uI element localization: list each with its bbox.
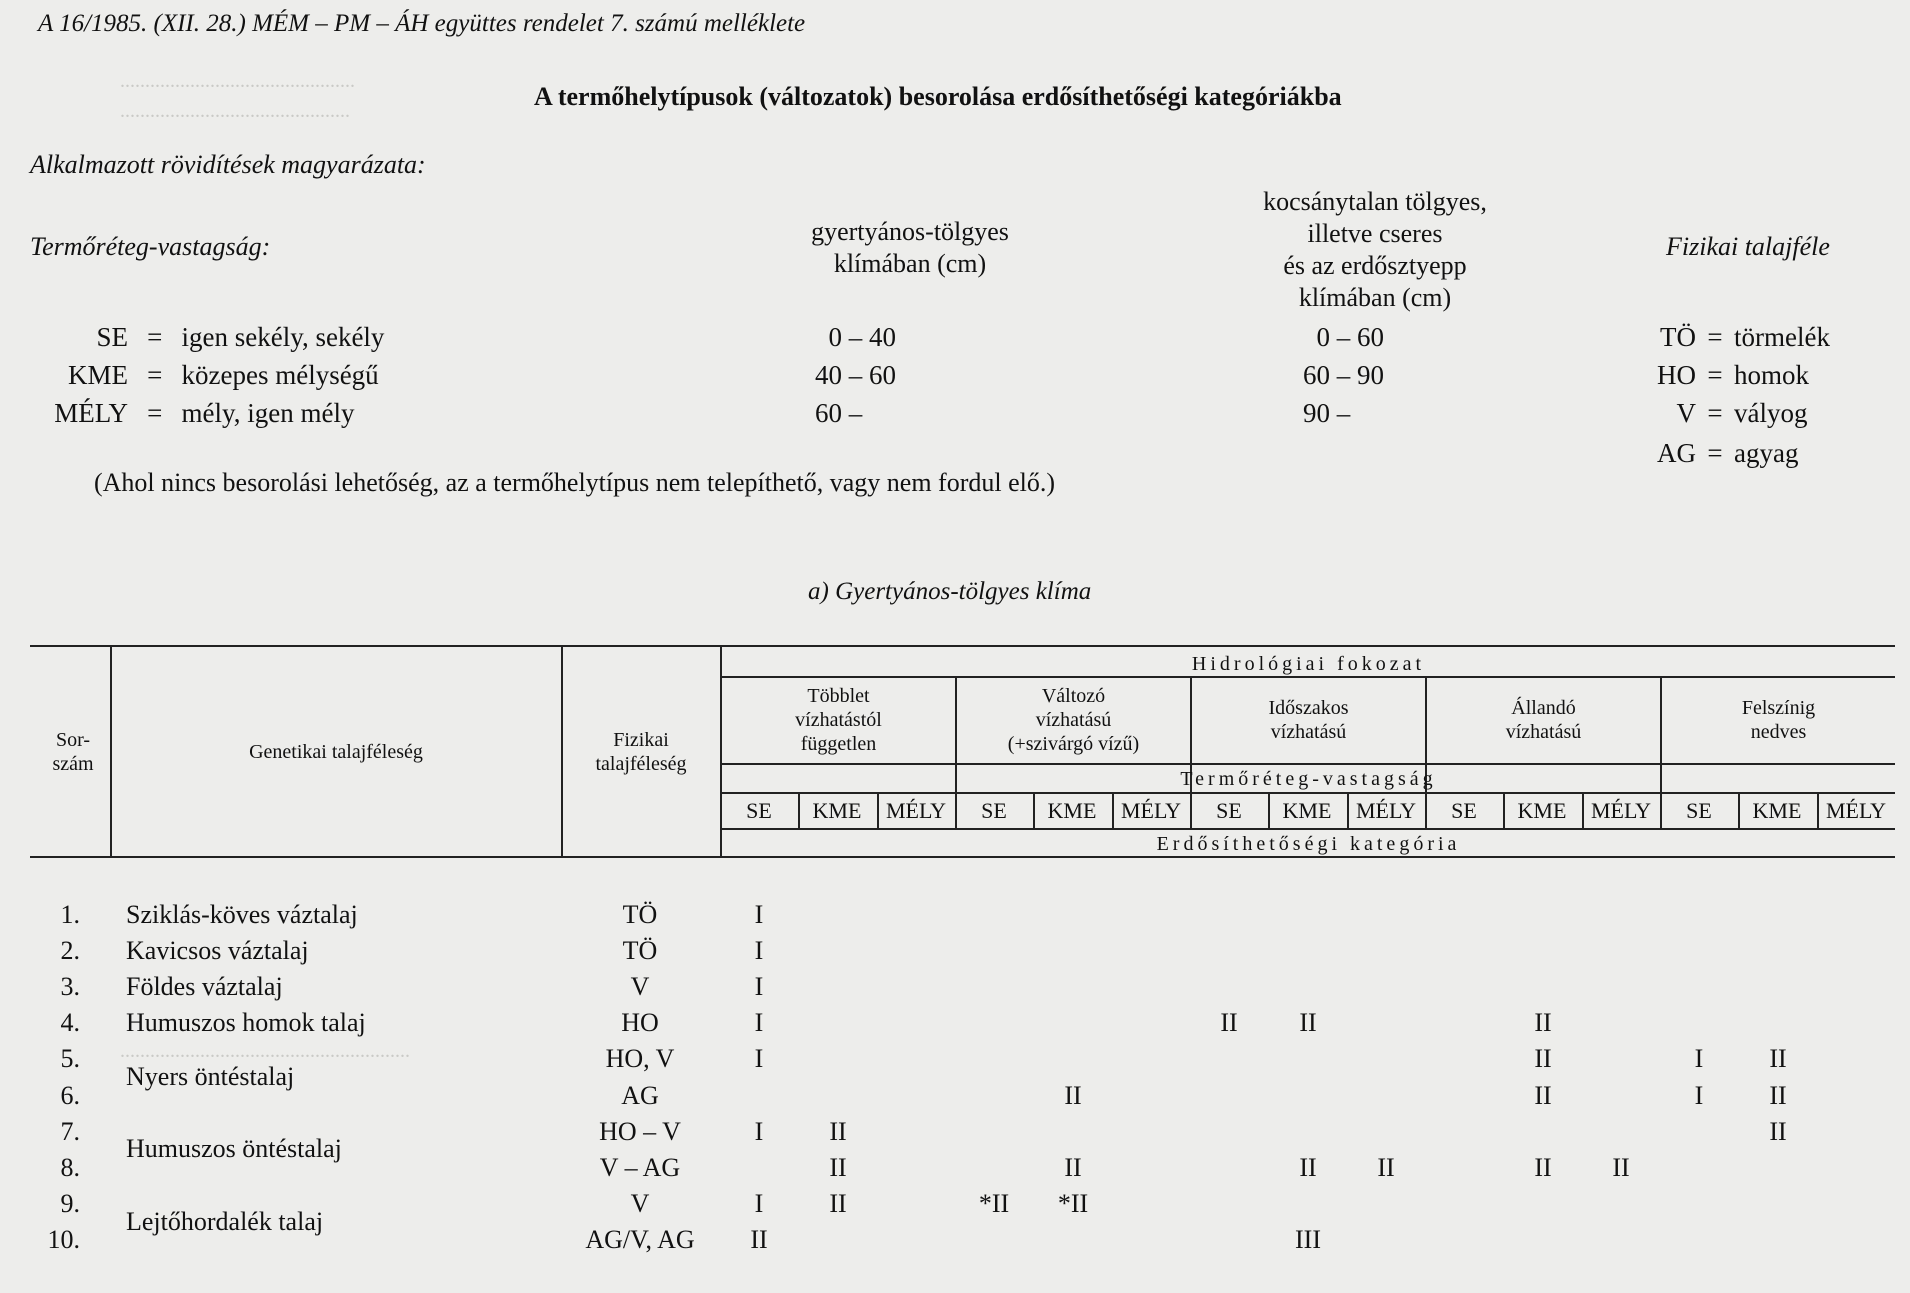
soil-row (1640, 394, 1808, 432)
depth-subcol-header: KME (1282, 798, 1332, 823)
depth-subcol-header: SE (1216, 798, 1242, 823)
category-cell: *II (978, 1189, 1010, 1218)
range-end: 90 (1357, 360, 1384, 390)
header-line: szám (52, 753, 94, 775)
category-cell: II (1534, 1081, 1552, 1110)
depth-range: 90 – (1278, 394, 1350, 432)
row-physical: HO – V (599, 1117, 681, 1146)
row-number: 2. (60, 936, 80, 965)
depth-range: 60 – (790, 394, 862, 432)
range-start: 60 (1303, 360, 1330, 390)
soil-abbr: AG (1657, 438, 1696, 468)
category-cell: II (1769, 1081, 1787, 1110)
depth-abbr: SE (96, 322, 128, 352)
bleed-through-text: ............................................... (120, 70, 355, 92)
depth-row (40, 394, 354, 432)
soil-desc: agyag (1734, 438, 1799, 468)
depth-subcol-header: MÉLY (1355, 798, 1417, 823)
hydro-group-header (1427, 696, 1660, 744)
col-header-physical (563, 728, 719, 776)
category-cell: I (754, 972, 764, 1001)
table-rule (720, 676, 1895, 678)
hydro-group-line: Állandó (1511, 697, 1576, 719)
row-physical: AG (621, 1081, 659, 1110)
category-cell: II (1064, 1153, 1082, 1182)
table-border (30, 645, 1895, 647)
merged-row-name: Humuszos öntéstalaj (126, 1134, 342, 1163)
category-cell: II (829, 1117, 847, 1146)
soil-abbr: TÖ (1660, 322, 1696, 352)
hydro-group-line: Változó (1041, 685, 1106, 707)
range-end: 40 (869, 322, 896, 352)
category-cell: II (1377, 1153, 1395, 1182)
range-start: 40 (815, 360, 842, 390)
hydro-group-line: vízhatású (1505, 721, 1582, 743)
hydro-group-line: Többlet (807, 685, 870, 707)
depth-subcol-header: KME (1752, 798, 1802, 823)
row-number: 9. (60, 1189, 80, 1218)
depth-subcol-header: SE (746, 798, 772, 823)
depth-range: 0 – 60 (1278, 318, 1384, 356)
hydro-header: Hidrológiai fokozat (1191, 653, 1426, 675)
category-cell: I (754, 1008, 764, 1037)
row-genetic-name: Földes váztalaj (126, 972, 283, 1001)
depth-subcol-header: MÉLY (1120, 798, 1182, 823)
row-number: 8. (60, 1153, 80, 1182)
equals-sign: = (147, 360, 163, 390)
bleed-through-text: .............................................. (120, 100, 350, 122)
hydro-group-header (1662, 696, 1895, 744)
category-cell: I (754, 1189, 764, 1218)
category-cell: II (1299, 1008, 1317, 1037)
category-cell: I (754, 936, 764, 965)
category-cell: II (1534, 1153, 1552, 1182)
category-header: Erdősíthetőségi kategória (1156, 833, 1461, 855)
category-cell: II (750, 1225, 768, 1254)
category-cell: II (1299, 1153, 1317, 1182)
equals-sign: = (1707, 438, 1723, 468)
equals-sign: = (1707, 360, 1723, 390)
hydro-group-header (957, 684, 1190, 756)
soil-row (1640, 318, 1830, 356)
note: (Ahol nincs besorolási lehetőség, az a termőhelytípus nem telepíthető, vagy nem fordul elő.) (94, 468, 1056, 497)
row-number: 10. (47, 1225, 80, 1254)
header-line: Fizikai (613, 729, 669, 751)
hydro-group-header (1192, 696, 1425, 744)
row-genetic-name: Sziklás-köves váztalaj (126, 900, 358, 929)
row-number: 5. (60, 1044, 80, 1073)
category-cell: II (829, 1189, 847, 1218)
soil-row (1640, 356, 1809, 394)
depth-col2-header (1195, 186, 1555, 314)
document-header: A 16/1985. (XII. 28.) MÉM – PM – ÁH együttes rendelet 7. számú melléklete (38, 10, 806, 37)
depth-subcol-header: MÉLY (885, 798, 947, 823)
category-cell: II (1769, 1117, 1787, 1146)
table-rule (720, 792, 1895, 794)
range-end: 60 (869, 360, 896, 390)
section-title: a) Gyertyános-tölgyes klíma (808, 578, 1092, 605)
row-number: 7. (60, 1117, 80, 1146)
depth-desc: közepes mélységű (181, 360, 379, 390)
hydro-group-line: (+szivárgó vízű) (1007, 733, 1140, 755)
depth-desc: mély, igen mély (181, 398, 355, 428)
hydro-group-line: nedves (1750, 721, 1807, 743)
soil-desc: törmelék (1734, 322, 1830, 352)
range-end: 60 (1357, 322, 1384, 352)
merged-row-name: Lejtőhordalék talaj (126, 1207, 324, 1236)
abbreviations-title: Alkalmazott rövidítések magyarázata: (30, 150, 426, 179)
category-cell: II (1769, 1044, 1787, 1073)
col-header-sorszam (38, 728, 108, 776)
depth-subcol-header: SE (981, 798, 1007, 823)
soil-label: Fizikai talajféle (1666, 232, 1830, 261)
depth-subcol-header: KME (812, 798, 862, 823)
category-cell: II (1064, 1081, 1082, 1110)
range-start: 0 (1316, 322, 1330, 352)
hydro-group-line: vízhatástól (795, 709, 882, 731)
hydro-group-line: független (800, 733, 877, 755)
hydro-group-header (722, 684, 955, 756)
row-physical: TÖ (622, 936, 658, 965)
soil-abbr: V (1676, 398, 1696, 428)
row-physical: HO, V (605, 1044, 675, 1073)
depth-label: Termőréteg-vastagság: (30, 232, 271, 261)
depth-abbr: MÉLY (54, 398, 128, 428)
depth-range: 60 – 90 (1278, 356, 1384, 394)
depth-abbr: KME (68, 360, 128, 390)
soil-row (1640, 434, 1798, 472)
depth-subcol-header: MÉLY (1590, 798, 1652, 823)
range-start: 60 (815, 398, 842, 428)
depth-subcol-header: KME (1517, 798, 1567, 823)
row-physical: AG/V, AG (585, 1225, 695, 1254)
category-cell: III (1295, 1225, 1321, 1254)
depth-row (40, 356, 379, 394)
hydro-group-line: vízhatású (1270, 721, 1347, 743)
equals-sign: = (147, 398, 163, 428)
category-cell: II (829, 1153, 847, 1182)
category-cell: II (1612, 1153, 1630, 1182)
page-title: A termőhelytípusok (változatok) besorolása erdősíthetőségi kategóriákba (534, 82, 1342, 111)
depth-row (40, 318, 384, 356)
category-cell: II (1534, 1044, 1552, 1073)
table-rule (720, 828, 1895, 830)
header-line: talajféleség (595, 753, 687, 775)
depth-subcol-header: KME (1047, 798, 1097, 823)
table-rule (720, 763, 1895, 765)
row-physical: V (630, 972, 650, 1001)
row-genetic-name: Humuszos homok talaj (126, 1008, 366, 1037)
row-number: 3. (60, 972, 80, 1001)
row-number: 1. (60, 900, 80, 929)
depth-subcol-header: SE (1451, 798, 1477, 823)
depth-col1-header (740, 216, 1080, 280)
row-physical: V (630, 1189, 650, 1218)
depth-header: Termőréteg-vastagság (1180, 768, 1437, 790)
equals-sign: = (1707, 322, 1723, 352)
depth-range: 0 – 40 (790, 318, 896, 356)
category-cell: I (1694, 1044, 1704, 1073)
row-physical: TÖ (622, 900, 658, 929)
category-cell: I (1694, 1081, 1704, 1110)
category-cell: I (754, 1117, 764, 1146)
row-genetic-name: Kavicsos váztalaj (126, 936, 309, 965)
equals-sign: = (1707, 398, 1723, 428)
soil-abbr: HO (1657, 360, 1696, 390)
depth-col2-header-line: és az erdősztyepp (1283, 251, 1467, 280)
depth-col2-header-line: illetve cseres (1307, 219, 1443, 248)
hydro-group-line: Felszínig (1741, 697, 1816, 719)
merged-row-name: Nyers öntéstalaj (126, 1062, 295, 1091)
range-start: 0 (828, 322, 842, 352)
depth-subcol-header: MÉLY (1825, 798, 1887, 823)
depth-col1-header-line: klímában (cm) (833, 249, 987, 278)
category-cell: I (754, 1044, 764, 1073)
bleed-through-text: .......................................................... (120, 1040, 410, 1062)
hydro-group-line: Időszakos (1268, 697, 1349, 719)
header-line: Sor- (55, 729, 91, 751)
depth-desc: igen sekély, sekély (181, 322, 385, 352)
category-cell: II (1534, 1008, 1552, 1037)
category-cell: I (754, 900, 764, 929)
row-physical: V – AG (599, 1153, 681, 1182)
depth-col1-header-line: gyertyános-tölgyes (811, 217, 1009, 246)
row-physical: HO (621, 1008, 659, 1037)
col-header-genetic: Genetikai talajféleség (249, 741, 423, 763)
hydro-group-line: vízhatású (1035, 709, 1112, 731)
soil-desc: vályog (1734, 398, 1808, 428)
row-number: 4. (60, 1008, 80, 1037)
depth-col2-header-line: klímában (cm) (1298, 283, 1452, 312)
depth-col2-header-line: kocsánytalan tölgyes, (1263, 187, 1487, 216)
range-start: 90 (1303, 398, 1330, 428)
table-border (30, 856, 1895, 858)
row-number: 6. (60, 1081, 80, 1110)
depth-subcol-header: SE (1686, 798, 1712, 823)
depth-range: 40 – 60 (790, 356, 896, 394)
category-cell: *II (1057, 1189, 1089, 1218)
category-cell: II (1220, 1008, 1238, 1037)
soil-desc: homok (1734, 360, 1810, 390)
equals-sign: = (147, 322, 163, 352)
